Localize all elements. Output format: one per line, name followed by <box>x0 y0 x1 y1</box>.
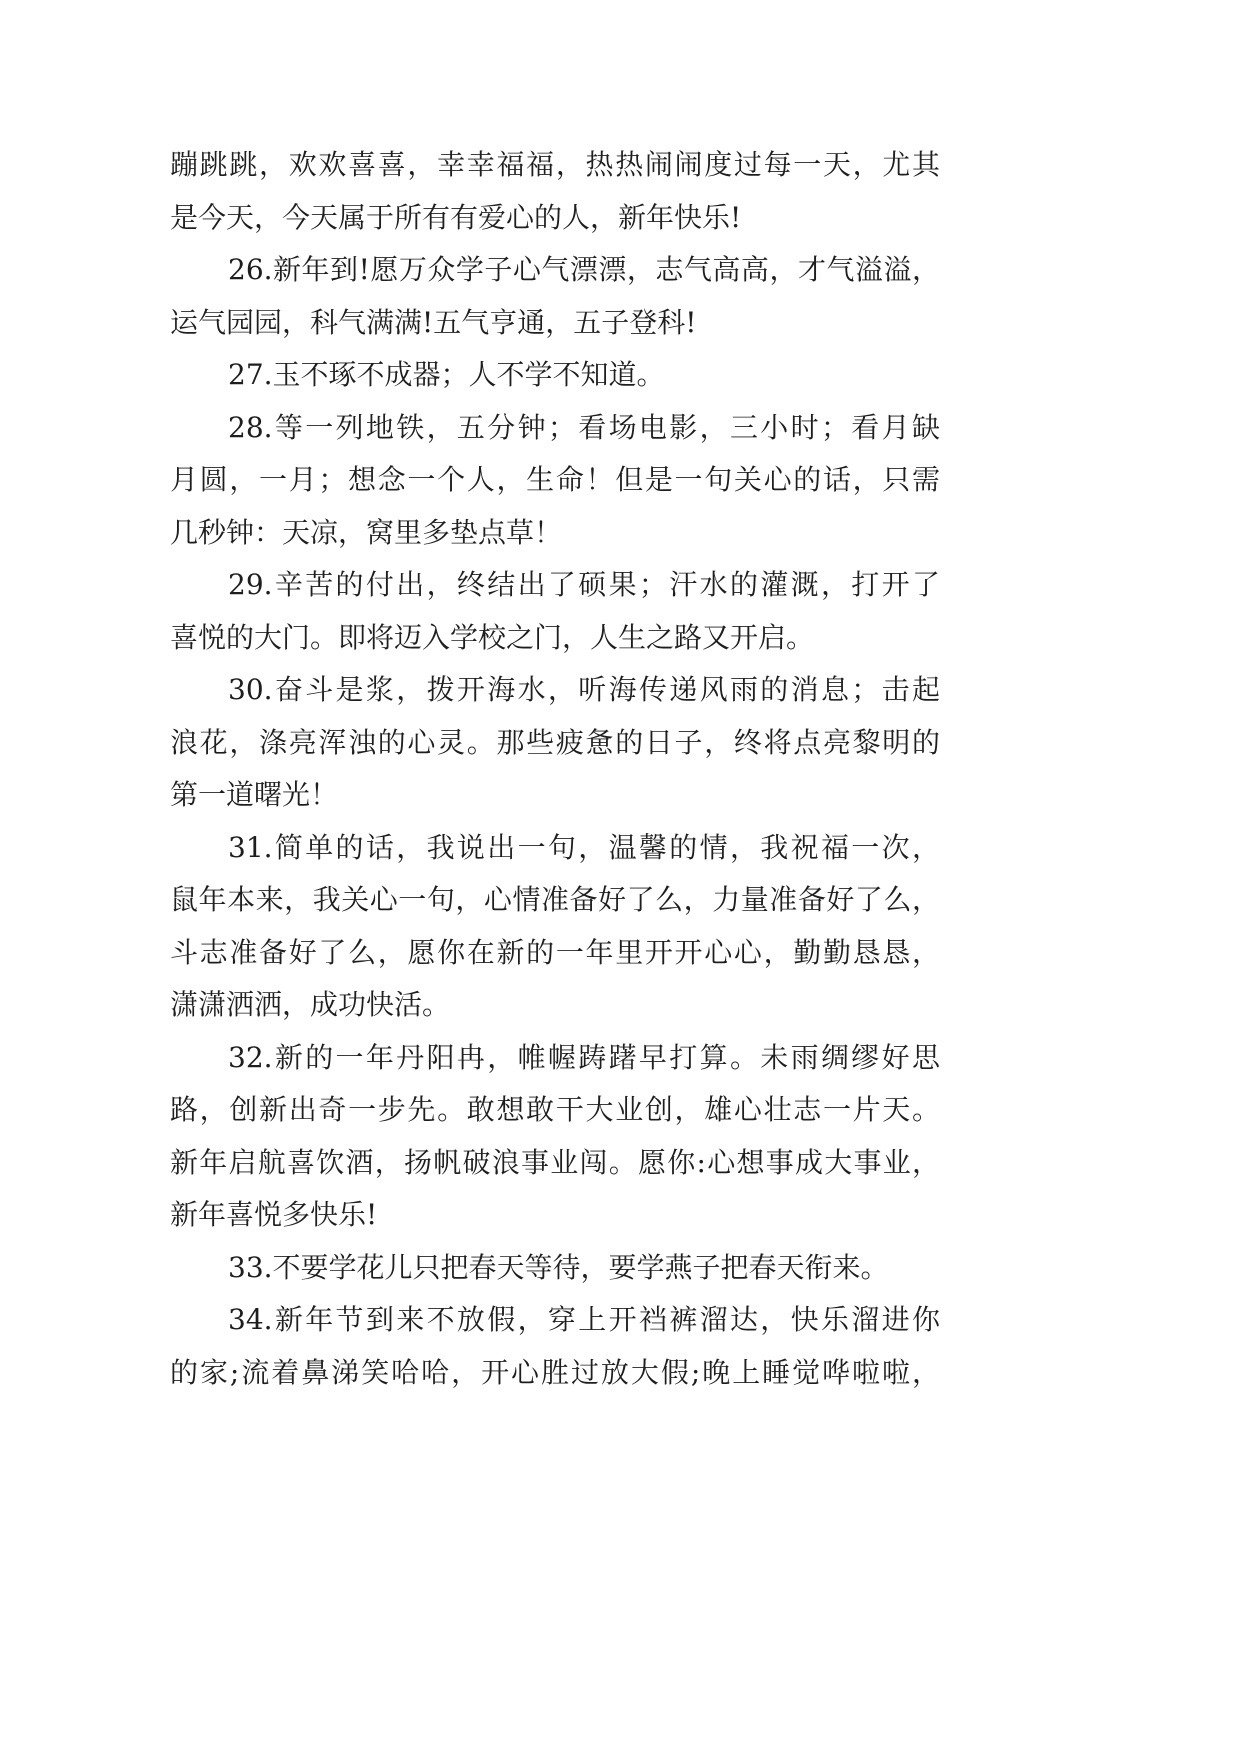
paragraph-32 <box>170 1032 940 1242</box>
text-line: 运气园园，科气满满!五气亨通，五子登科! <box>170 305 697 339</box>
text-line: 是今天，今天属于所有有爱心的人，新年快乐! <box>170 200 742 234</box>
paragraph-34 <box>170 1294 940 1399</box>
paragraph-continued <box>170 139 940 244</box>
text-line: 32.新的一年丹阳冉，帷幄踌躇早打算。未雨绸缪好思 <box>228 1040 940 1074</box>
text-line: 26.新年到!愿万众学子心气漂漂，志气高高，才气溢溢， <box>228 253 940 286</box>
body-text <box>170 139 940 1399</box>
text-line: 33.不要学花儿只把春天等待，要学燕子把春天衔来。 <box>228 1250 889 1284</box>
paragraph-27 <box>170 349 940 402</box>
text-line: 喜悦的大门。即将迈入学校之门，人生之路又开启。 <box>170 620 815 654</box>
text-line: 28.等一列地铁，五分钟；看场电影，三小时；看月缺 <box>228 410 940 444</box>
text-line: 30.奋斗是浆，拨开海水，听海传递风雨的消息；击起 <box>228 673 940 706</box>
text-line: 31.简单的话，我说出一句，温馨的情，我祝福一次， <box>228 830 940 864</box>
paragraph-26 <box>170 244 940 349</box>
paragraph-31 <box>170 822 940 1032</box>
text-line: 29.辛苦的付出，终结出了硕果；汗水的灌溉，打开了 <box>228 568 940 601</box>
paragraph-29 <box>170 559 940 664</box>
text-line: 鼠年本来，我关心一句，心情准备好了么，力量准备好了么， <box>170 883 940 916</box>
text-line: 新年启航喜饮酒，扬帆破浪事业闯。愿你:心想事成大事业， <box>170 1145 940 1179</box>
text-line: 浪花，涤亮浑浊的心灵。那些疲惫的日子，终将点亮黎明的 <box>170 725 940 759</box>
text-line: 蹦跳跳，欢欢喜喜，幸幸福福，热热闹闹度过每一天，尤其 <box>170 148 940 181</box>
text-line: 27.玉不琢不成器；人不学不知道。 <box>228 358 665 391</box>
text-line: 月圆，一月；想念一个人，生命！但是一句关心的话，只需 <box>170 463 940 496</box>
text-line: 潇潇洒洒，成功快活。 <box>170 988 451 1021</box>
text-line: 斗志准备好了么，愿你在新的一年里开开心心，勤勤恳恳， <box>170 935 940 969</box>
text-line: 34.新年节到来不放假，穿上开裆裤溜达，快乐溜进你 <box>228 1303 940 1336</box>
text-line: 的家;流着鼻涕笑哈哈，开心胜过放大假;晚上睡觉哗啦啦， <box>170 1355 940 1389</box>
text-line: 第一道曙光！ <box>170 778 339 811</box>
paragraph-30 <box>170 664 940 822</box>
paragraph-28 <box>170 402 940 560</box>
text-line: 新年喜悦多快乐! <box>170 1198 378 1231</box>
text-line: 路，创新出奇一步先。敢想敢干大业创，雄心壮志一片天。 <box>170 1093 940 1126</box>
paragraph-33 <box>170 1242 940 1295</box>
text-line: 几秒钟：天凉，窝里多垫点草！ <box>170 515 563 549</box>
